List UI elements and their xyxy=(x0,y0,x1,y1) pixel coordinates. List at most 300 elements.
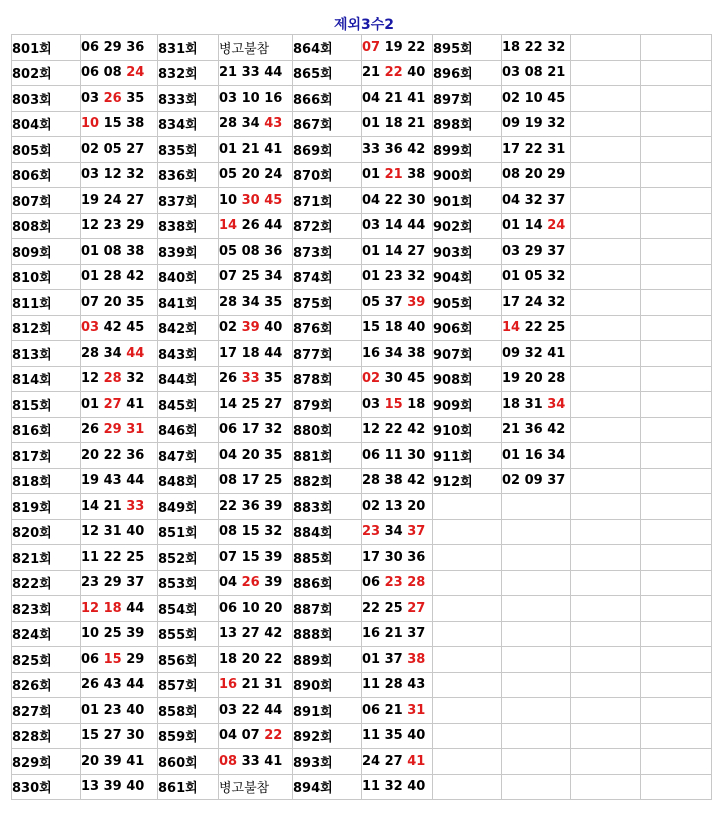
number: 17 xyxy=(502,141,521,157)
numbers-cell xyxy=(502,239,571,265)
highlighted-number: 15 xyxy=(103,651,122,667)
number: 21 xyxy=(241,141,260,157)
numbers-cell xyxy=(362,519,433,545)
highlighted-number: 39 xyxy=(241,320,260,336)
status-text: 병고불참 xyxy=(219,781,270,797)
number: 35 xyxy=(264,294,283,310)
numbers-cell xyxy=(502,723,571,749)
numbers-cell xyxy=(81,621,158,647)
table-row xyxy=(12,672,712,698)
episode-cell: 826회 xyxy=(12,672,81,698)
numbers-cell xyxy=(641,213,712,239)
numbers-cell xyxy=(641,519,712,545)
number: 10 xyxy=(219,192,238,208)
episode-cell: 855회 xyxy=(158,621,219,647)
episode-cell xyxy=(571,341,641,367)
episode-cell: 803회 xyxy=(12,86,81,112)
numbers-cell xyxy=(219,417,293,443)
episode-cell: 832회 xyxy=(158,60,219,86)
episode-cell xyxy=(571,35,641,61)
number: 31 xyxy=(547,141,566,157)
numbers-cell xyxy=(641,723,712,749)
numbers-cell xyxy=(641,596,712,622)
number: 25 xyxy=(103,626,122,642)
number: 24 xyxy=(103,192,122,208)
number: 02 xyxy=(81,141,100,157)
numbers-cell xyxy=(362,111,433,137)
number: 33 xyxy=(362,141,381,157)
numbers-cell xyxy=(641,672,712,698)
number: 04 xyxy=(502,192,521,208)
table-row xyxy=(12,239,712,265)
episode-cell: 907회 xyxy=(433,341,502,367)
highlighted-number: 31 xyxy=(126,422,145,438)
highlighted-number: 38 xyxy=(407,651,426,667)
episode-cell: 818회 xyxy=(12,468,81,494)
number: 26 xyxy=(241,218,260,234)
number: 20 xyxy=(241,651,260,667)
results-table xyxy=(11,34,712,800)
numbers-cell xyxy=(219,647,293,673)
highlighted-number: 26 xyxy=(103,90,122,106)
numbers-cell xyxy=(219,315,293,341)
numbers-cell xyxy=(219,468,293,494)
number: 03 xyxy=(219,702,238,718)
numbers-cell xyxy=(502,468,571,494)
episode-cell: 807회 xyxy=(12,188,81,214)
episode-cell xyxy=(433,698,502,724)
episode-cell xyxy=(571,86,641,112)
number: 45 xyxy=(126,320,145,336)
table-row xyxy=(12,290,712,316)
episode-cell xyxy=(571,60,641,86)
number: 44 xyxy=(264,345,283,361)
numbers-cell xyxy=(219,392,293,418)
number: 39 xyxy=(264,549,283,565)
numbers-cell xyxy=(81,35,158,61)
highlighted-number: 22 xyxy=(384,65,403,81)
number: 37 xyxy=(407,626,426,642)
episode-cell: 872회 xyxy=(293,213,362,239)
highlighted-number: 33 xyxy=(241,371,260,387)
number: 03 xyxy=(362,396,381,412)
numbers-cell xyxy=(641,545,712,571)
numbers-cell xyxy=(641,162,712,188)
episode-cell: 834회 xyxy=(158,111,219,137)
number: 42 xyxy=(407,422,426,438)
number: 22 xyxy=(362,600,381,616)
highlighted-number: 31 xyxy=(407,702,426,718)
numbers-cell xyxy=(81,341,158,367)
episode-cell xyxy=(571,137,641,163)
highlighted-number: 07 xyxy=(362,39,381,55)
numbers-cell xyxy=(362,341,433,367)
numbers-cell xyxy=(641,417,712,443)
number: 20 xyxy=(241,167,260,183)
episode-cell: 852회 xyxy=(158,545,219,571)
episode-cell: 900회 xyxy=(433,162,502,188)
number: 07 xyxy=(81,294,100,310)
episode-cell: 864회 xyxy=(293,35,362,61)
number: 14 xyxy=(524,218,543,234)
table-row xyxy=(12,723,712,749)
numbers-cell xyxy=(219,290,293,316)
number: 01 xyxy=(81,243,100,259)
number: 23 xyxy=(103,702,122,718)
number: 27 xyxy=(384,753,403,769)
episode-cell: 828회 xyxy=(12,723,81,749)
number: 35 xyxy=(384,728,403,744)
episode-cell: 880회 xyxy=(293,417,362,443)
number: 27 xyxy=(264,396,283,412)
number: 34 xyxy=(241,116,260,132)
number: 01 xyxy=(219,141,238,157)
number: 34 xyxy=(384,345,403,361)
numbers-cell xyxy=(362,443,433,469)
episode-cell: 808회 xyxy=(12,213,81,239)
number: 10 xyxy=(241,600,260,616)
numbers-cell xyxy=(362,749,433,775)
numbers-cell xyxy=(641,443,712,469)
number: 20 xyxy=(524,167,543,183)
episode-cell: 833회 xyxy=(158,86,219,112)
number: 26 xyxy=(219,371,238,387)
number: 05 xyxy=(219,243,238,259)
episode-cell: 865회 xyxy=(293,60,362,86)
highlighted-number: 30 xyxy=(241,192,260,208)
numbers-cell xyxy=(362,188,433,214)
episode-cell xyxy=(571,162,641,188)
number: 44 xyxy=(407,218,426,234)
number: 29 xyxy=(547,167,566,183)
results-table-body xyxy=(12,35,712,800)
highlighted-number: 28 xyxy=(103,371,122,387)
number: 18 xyxy=(219,651,238,667)
number: 34 xyxy=(384,524,403,540)
number: 20 xyxy=(103,294,122,310)
episode-cell xyxy=(571,111,641,137)
numbers-cell xyxy=(219,698,293,724)
numbers-cell xyxy=(641,264,712,290)
number: 30 xyxy=(384,549,403,565)
number: 39 xyxy=(264,575,283,591)
episode-cell: 827회 xyxy=(12,698,81,724)
episode-cell xyxy=(433,723,502,749)
numbers-cell xyxy=(219,35,293,61)
number: 10 xyxy=(524,90,543,106)
episode-cell: 889회 xyxy=(293,647,362,673)
numbers-cell xyxy=(219,443,293,469)
numbers-cell xyxy=(81,723,158,749)
numbers-cell xyxy=(641,647,712,673)
numbers-cell xyxy=(362,570,433,596)
numbers-cell xyxy=(219,188,293,214)
number: 37 xyxy=(547,192,566,208)
numbers-cell xyxy=(81,417,158,443)
number: 39 xyxy=(126,626,145,642)
number: 22 xyxy=(241,702,260,718)
number: 37 xyxy=(384,294,403,310)
number: 19 xyxy=(81,473,100,489)
numbers-cell xyxy=(362,290,433,316)
number: 04 xyxy=(362,192,381,208)
episode-cell: 898회 xyxy=(433,111,502,137)
highlighted-number: 15 xyxy=(384,396,403,412)
episode-cell: 847회 xyxy=(158,443,219,469)
number: 28 xyxy=(219,116,238,132)
numbers-cell xyxy=(362,315,433,341)
numbers-cell xyxy=(641,60,712,86)
numbers-cell xyxy=(362,621,433,647)
highlighted-number: 24 xyxy=(547,218,566,234)
number: 40 xyxy=(407,728,426,744)
numbers-cell xyxy=(362,468,433,494)
table-row xyxy=(12,162,712,188)
number: 06 xyxy=(219,422,238,438)
number: 01 xyxy=(502,218,521,234)
highlighted-number: 23 xyxy=(362,524,381,540)
number: 03 xyxy=(219,90,238,106)
number: 22 xyxy=(384,422,403,438)
numbers-cell xyxy=(362,774,433,800)
number: 36 xyxy=(126,447,145,463)
number: 15 xyxy=(241,549,260,565)
number: 22 xyxy=(103,549,122,565)
numbers-cell xyxy=(502,621,571,647)
episode-cell xyxy=(571,647,641,673)
number: 37 xyxy=(384,651,403,667)
number: 41 xyxy=(126,396,145,412)
number: 17 xyxy=(219,345,238,361)
highlighted-number: 14 xyxy=(219,218,238,234)
episode-cell: 866회 xyxy=(293,86,362,112)
number: 15 xyxy=(103,116,122,132)
episode-cell: 894회 xyxy=(293,774,362,800)
number: 17 xyxy=(362,549,381,565)
number: 26 xyxy=(81,677,100,693)
numbers-cell xyxy=(641,290,712,316)
number: 20 xyxy=(524,371,543,387)
table-row xyxy=(12,443,712,469)
number: 41 xyxy=(264,141,283,157)
table-row xyxy=(12,494,712,520)
episode-cell xyxy=(433,494,502,520)
number: 40 xyxy=(126,779,145,795)
number: 20 xyxy=(81,447,100,463)
number: 19 xyxy=(81,192,100,208)
numbers-cell xyxy=(81,315,158,341)
numbers-cell xyxy=(362,239,433,265)
episode-cell: 831회 xyxy=(158,35,219,61)
numbers-cell xyxy=(502,188,571,214)
episode-cell xyxy=(571,443,641,469)
number: 20 xyxy=(241,447,260,463)
number: 38 xyxy=(384,473,403,489)
episode-cell xyxy=(571,570,641,596)
number: 27 xyxy=(103,728,122,744)
highlighted-number: 21 xyxy=(384,167,403,183)
highlighted-number: 22 xyxy=(264,728,283,744)
numbers-cell xyxy=(641,392,712,418)
number: 03 xyxy=(502,243,521,259)
number: 20 xyxy=(81,753,100,769)
episode-cell: 821회 xyxy=(12,545,81,571)
episode-cell: 811회 xyxy=(12,290,81,316)
table-row xyxy=(12,468,712,494)
highlighted-number: 02 xyxy=(362,371,381,387)
numbers-cell xyxy=(219,774,293,800)
episode-cell: 904회 xyxy=(433,264,502,290)
numbers-cell xyxy=(502,749,571,775)
number: 03 xyxy=(81,90,100,106)
numbers-cell xyxy=(219,111,293,137)
table-row xyxy=(12,264,712,290)
number: 19 xyxy=(502,371,521,387)
number: 23 xyxy=(103,218,122,234)
episode-cell: 893회 xyxy=(293,749,362,775)
episode-cell: 869회 xyxy=(293,137,362,163)
numbers-cell xyxy=(641,749,712,775)
episode-cell xyxy=(433,672,502,698)
numbers-cell xyxy=(219,60,293,86)
number: 20 xyxy=(407,498,426,514)
number: 32 xyxy=(547,39,566,55)
episode-cell: 843회 xyxy=(158,341,219,367)
numbers-cell xyxy=(81,239,158,265)
numbers-cell xyxy=(641,621,712,647)
number: 40 xyxy=(407,65,426,81)
number: 01 xyxy=(362,651,381,667)
numbers-cell xyxy=(81,264,158,290)
numbers-cell xyxy=(362,86,433,112)
number: 30 xyxy=(407,192,426,208)
number: 09 xyxy=(502,116,521,132)
episode-cell xyxy=(433,621,502,647)
episode-cell: 822회 xyxy=(12,570,81,596)
numbers-cell xyxy=(362,698,433,724)
numbers-cell xyxy=(81,545,158,571)
episode-cell: 823회 xyxy=(12,596,81,622)
numbers-cell xyxy=(219,239,293,265)
number: 02 xyxy=(502,90,521,106)
number: 06 xyxy=(81,65,100,81)
number: 06 xyxy=(81,39,100,55)
number: 23 xyxy=(384,269,403,285)
table-row xyxy=(12,647,712,673)
number: 44 xyxy=(264,218,283,234)
episode-cell: 876회 xyxy=(293,315,362,341)
numbers-cell xyxy=(219,672,293,698)
number: 20 xyxy=(264,600,283,616)
table-row xyxy=(12,621,712,647)
table-row xyxy=(12,545,712,571)
episode-cell: 857회 xyxy=(158,672,219,698)
episode-cell: 879회 xyxy=(293,392,362,418)
numbers-cell xyxy=(362,417,433,443)
number: 33 xyxy=(241,753,260,769)
numbers-cell xyxy=(219,723,293,749)
episode-cell xyxy=(571,723,641,749)
episode-cell xyxy=(571,596,641,622)
number: 18 xyxy=(384,116,403,132)
episode-cell: 873회 xyxy=(293,239,362,265)
number: 42 xyxy=(103,320,122,336)
number: 17 xyxy=(241,422,260,438)
number: 38 xyxy=(126,116,145,132)
highlighted-number: 08 xyxy=(219,753,238,769)
number: 28 xyxy=(547,371,566,387)
number: 02 xyxy=(502,473,521,489)
numbers-cell xyxy=(502,290,571,316)
number: 33 xyxy=(241,65,260,81)
numbers-cell xyxy=(641,188,712,214)
number: 22 xyxy=(407,39,426,55)
number: 31 xyxy=(264,677,283,693)
number: 41 xyxy=(264,753,283,769)
number: 40 xyxy=(264,320,283,336)
number: 15 xyxy=(81,728,100,744)
number: 32 xyxy=(264,422,283,438)
number: 14 xyxy=(384,243,403,259)
number: 24 xyxy=(264,167,283,183)
numbers-cell xyxy=(219,137,293,163)
episode-cell: 836회 xyxy=(158,162,219,188)
episode-cell: 901회 xyxy=(433,188,502,214)
numbers-cell xyxy=(362,35,433,61)
numbers-cell xyxy=(81,443,158,469)
episode-cell: 806회 xyxy=(12,162,81,188)
episode-cell: 887회 xyxy=(293,596,362,622)
number: 19 xyxy=(524,116,543,132)
episode-cell: 897회 xyxy=(433,86,502,112)
number: 01 xyxy=(362,269,381,285)
numbers-cell xyxy=(219,341,293,367)
number: 06 xyxy=(81,651,100,667)
number: 10 xyxy=(81,626,100,642)
number: 25 xyxy=(264,473,283,489)
numbers-cell xyxy=(81,647,158,673)
episode-cell: 840회 xyxy=(158,264,219,290)
number: 21 xyxy=(407,116,426,132)
highlighted-number: 10 xyxy=(81,116,100,132)
number: 37 xyxy=(547,473,566,489)
episode-cell: 902회 xyxy=(433,213,502,239)
episode-cell: 856회 xyxy=(158,647,219,673)
number: 01 xyxy=(362,167,381,183)
highlighted-number: 18 xyxy=(103,600,122,616)
episode-cell: 890회 xyxy=(293,672,362,698)
episode-cell: 835회 xyxy=(158,137,219,163)
numbers-cell xyxy=(219,162,293,188)
numbers-cell xyxy=(81,468,158,494)
highlighted-number: 16 xyxy=(219,677,238,693)
highlighted-number: 03 xyxy=(81,320,100,336)
number: 36 xyxy=(241,498,260,514)
number: 32 xyxy=(524,192,543,208)
number: 28 xyxy=(384,677,403,693)
number: 28 xyxy=(362,473,381,489)
number: 01 xyxy=(502,447,521,463)
number: 29 xyxy=(524,243,543,259)
number: 25 xyxy=(547,320,566,336)
number: 01 xyxy=(362,243,381,259)
number: 03 xyxy=(502,65,521,81)
numbers-cell xyxy=(81,672,158,698)
episode-cell xyxy=(433,749,502,775)
number: 09 xyxy=(524,473,543,489)
highlighted-number: 29 xyxy=(103,422,122,438)
number: 03 xyxy=(362,218,381,234)
